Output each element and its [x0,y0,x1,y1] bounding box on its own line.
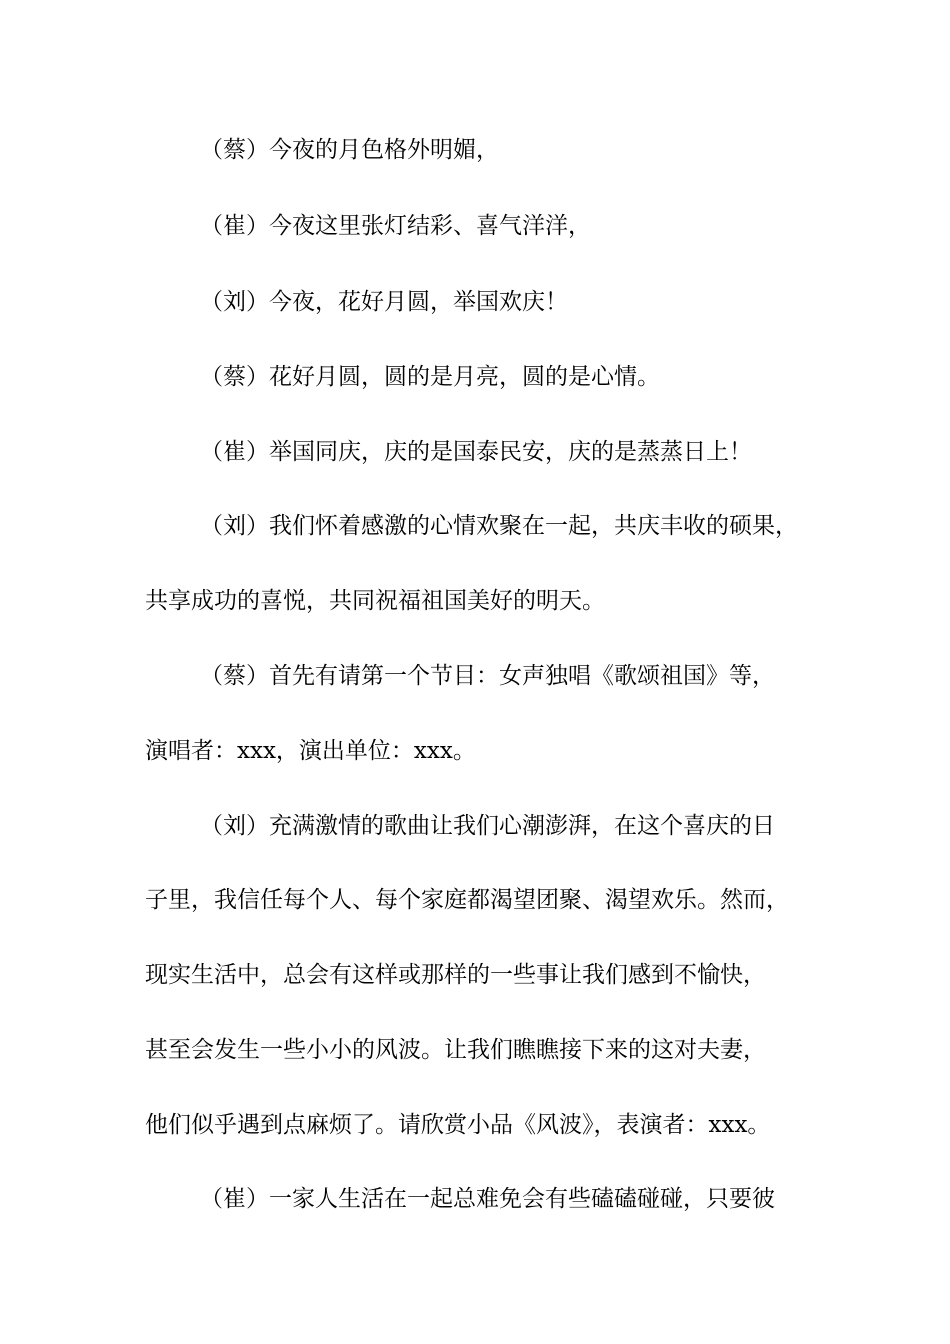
paragraph-line-8: （蔡）首先有请第一个节目：女声独唱《歌颂祖国》等， [200,663,775,689]
paragraph-line-1: （蔡）今夜的月色格外明媚， [200,137,499,163]
paragraph-line-11: 子里，我信任每个人、每个家庭都渴望团聚、渴望欢乐。然而， [145,887,789,913]
paragraph-line-5: （崔）举国同庆，庆的是国泰民安，庆的是蒸蒸日上！ [200,439,752,465]
paragraph-line-2: （崔）今夜这里张灯结彩、喜气洋洋， [200,213,591,239]
paragraph-line-4: （蔡）花好月圆，圆的是月亮，圆的是心情。 [200,364,660,390]
paragraph-line-13: 甚至会发生一些小小的风波。让我们瞧瞧接下来的这对夫妻， [145,1037,766,1063]
paragraph-line-3: （刘）今夜，花好月圆，举国欢庆！ [200,289,568,315]
paragraph-line-9: 演唱者：xxx，演出单位：xxx。 [145,738,476,764]
paragraph-line-10: （刘）充满激情的歌曲让我们心潮澎湃，在这个喜庆的日 [200,813,775,839]
paragraph-line-7: 共享成功的喜悦，共同祝福祖国美好的明天。 [145,588,605,614]
paragraph-line-12: 现实生活中，总会有这样或那样的一些事让我们感到不愉快， [145,962,766,988]
paragraph-line-14: 他们似乎遇到点麻烦了。请欣赏小品《风波》，表演者：xxx。 [145,1112,771,1138]
paragraph-line-6: （刘）我们怀着感激的心情欢聚在一起，共庆丰收的硕果， [200,513,798,539]
paragraph-line-15: （崔）一家人生活在一起总难免会有些磕磕碰碰，只要彼 [200,1186,775,1212]
